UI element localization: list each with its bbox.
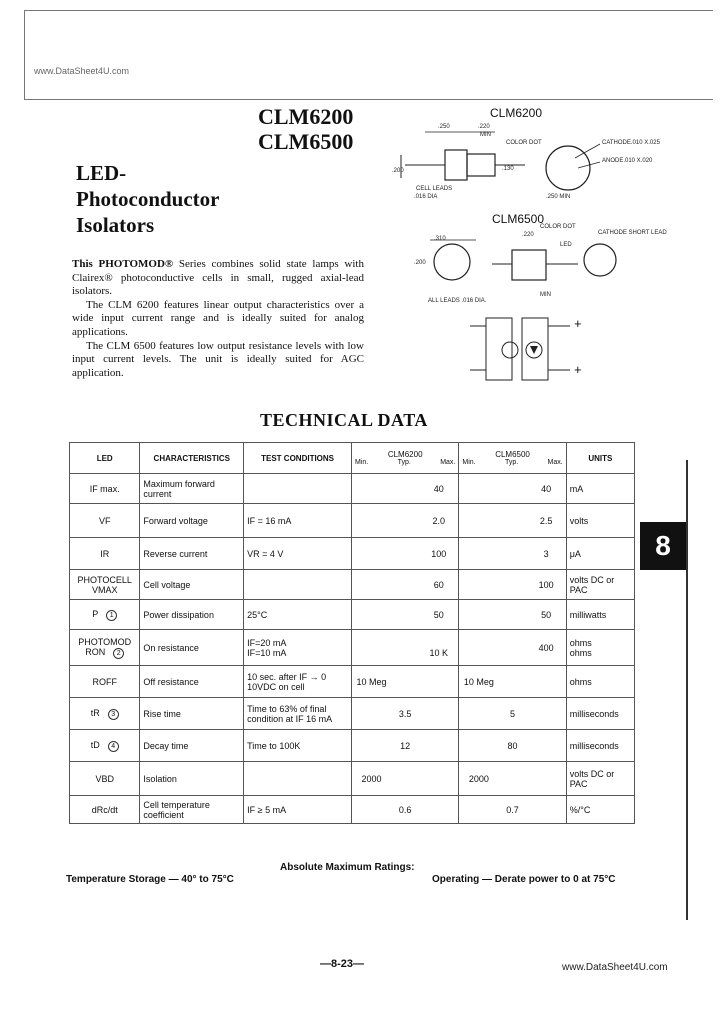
cell-clm6200 (352, 504, 459, 538)
value-min (462, 610, 495, 620)
cell-characteristic: On resistance (140, 630, 244, 666)
cell-clm6500 (459, 762, 566, 796)
value-typ: 5 (510, 708, 516, 719)
value-typ (496, 516, 529, 526)
description-p1-rest: Series combines solid state lamps with Clairex® photoconductive cells in small, rugged axial-lead isolators. (72, 258, 364, 298)
value-min: 2000 (468, 773, 489, 784)
value-max (530, 805, 563, 815)
value-min (355, 805, 388, 815)
table-row (70, 666, 635, 698)
value-max (530, 741, 563, 751)
description-p1 (72, 258, 364, 299)
value-min (462, 741, 495, 751)
header-6200-typ: Typ. (397, 459, 411, 466)
cell-clm6200 (352, 666, 459, 698)
cell-clm6500 (459, 538, 566, 570)
schematic-plus-bottom: + (574, 362, 582, 377)
cell-characteristic: Cell voltage (140, 570, 244, 600)
value-typ: 0.6 (398, 804, 412, 815)
value-min (462, 516, 495, 526)
header-clm6200-label: CLM6200 (387, 450, 423, 459)
description-p2: The CLM 6200 features linear output characteristics over a wide input current range and is ideally suited for analog applications. (72, 298, 364, 338)
table-header-row (70, 443, 635, 474)
value-typ (389, 484, 422, 494)
value-typ (496, 643, 529, 653)
table-row (70, 698, 635, 730)
value-typ (496, 580, 529, 590)
value-min (355, 638, 388, 658)
cell-symbol (70, 600, 140, 630)
value-typ (389, 774, 422, 784)
clm6200-outline-drawing (395, 120, 695, 210)
margin-rule (686, 460, 688, 920)
header-6500-min: Min. (462, 459, 476, 466)
value-min: 10 Meg (356, 676, 387, 687)
cell-units: %/°C (566, 796, 634, 824)
clm6500-outline-drawing (410, 228, 660, 308)
cell-units: ohms ohms (566, 630, 634, 666)
cell-characteristic: Rise time (140, 698, 244, 730)
table-row (70, 796, 635, 824)
cell-characteristic: Maximum forward current (140, 474, 244, 504)
technical-data-table (69, 442, 635, 824)
cell-test-condition (244, 762, 352, 796)
cell-test-condition: Time to 63% of final condition at IF 16 mA (244, 698, 352, 730)
dim-6500-cathode-short: CATHODE SHORT LEAD (598, 230, 667, 236)
cell-units: ohms (566, 666, 634, 698)
cell-clm6500 (459, 796, 566, 824)
value-min (355, 741, 388, 751)
cell-clm6500 (459, 666, 566, 698)
dim-6500-led: LED (560, 242, 572, 248)
title-line-2: Photoconductor (76, 187, 220, 211)
cell-clm6200 (352, 538, 459, 570)
cell-units: milliseconds (566, 698, 634, 730)
cell-symbol-text: VF (98, 515, 111, 526)
value-max: 2.0 (432, 515, 446, 526)
cell-symbol (70, 630, 140, 666)
cell-clm6500 (459, 570, 566, 600)
cell-characteristic: Off resistance (140, 666, 244, 698)
cell-symbol-text: IF max. (89, 483, 120, 494)
description-p1-lead: This PHOTOMOD® (72, 258, 174, 270)
value-max: 100 (538, 579, 554, 590)
diagram-label-clm6500: CLM6500 (492, 212, 545, 226)
value-min (462, 709, 495, 719)
cell-units: volts (566, 504, 634, 538)
value-min (355, 709, 388, 719)
cell-test-condition: VR = 4 V (244, 538, 352, 570)
cell-characteristic: Forward voltage (140, 504, 244, 538)
value-typ (496, 774, 529, 784)
cell-characteristic: Reverse current (140, 538, 244, 570)
value-max: 100 (431, 548, 447, 559)
watermark-top[interactable]: www.DataSheet4U.com (34, 66, 130, 76)
header-6200-min: Min. (355, 459, 369, 466)
value-typ (389, 677, 422, 687)
cell-symbol (70, 698, 140, 730)
cell-clm6500 (459, 504, 566, 538)
cell-symbol-text: dRc/dt (91, 804, 118, 815)
value-max: 40 (541, 483, 552, 494)
header-frame (24, 10, 713, 100)
cell-test-condition: 25°C (244, 600, 352, 630)
value-max: 50 (541, 609, 552, 620)
cell-test-condition: IF ≥ 5 mA (244, 796, 352, 824)
cell-symbol (70, 762, 140, 796)
cell-symbol-text: P (92, 608, 99, 619)
dim-6500-d3: .200 (414, 260, 426, 266)
page-number: —8-23— (320, 958, 365, 970)
value-min (355, 580, 388, 590)
value-min: 2000 (361, 773, 382, 784)
cell-symbol (70, 474, 140, 504)
section-tab: 8 (640, 522, 686, 570)
cell-symbol (70, 504, 140, 538)
cell-characteristic: Decay time (140, 730, 244, 762)
dim-6500-all-leads: ALL LEADS .016 DIA. (428, 298, 487, 304)
cell-symbol (70, 570, 140, 600)
cell-clm6200 (352, 630, 459, 666)
value-typ (389, 638, 422, 658)
value-max (422, 805, 455, 815)
dim-6500-d1: .310 (434, 236, 446, 242)
value-typ (389, 549, 422, 559)
table-row (70, 538, 635, 570)
dim-6200-color-dot: COLOR DOT (506, 140, 542, 146)
value-min (462, 805, 495, 815)
cell-units: volts DC or PAC (566, 570, 634, 600)
cell-symbol-text: tR (90, 707, 100, 718)
value-typ (389, 516, 422, 526)
dim-6200-d3: MIN (480, 132, 491, 138)
note-marker: 3 (108, 709, 119, 720)
value-typ (496, 549, 529, 559)
description-p3: The CLM 6500 features low output resistance levels with low input current levels. The unit is ideally suited for AGC application. (72, 339, 364, 379)
value-max (422, 709, 455, 719)
cell-units: milliseconds (566, 730, 634, 762)
value-typ: 12 (400, 740, 411, 751)
schematic-symbol (470, 310, 590, 390)
table-row (70, 600, 635, 630)
section-title: TECHNICAL DATA (260, 410, 428, 430)
header-characteristics: CHARACTERISTICS (140, 443, 244, 474)
value-max (422, 741, 455, 751)
cell-units: volts DC or PAC (566, 762, 634, 796)
value-min (462, 484, 495, 494)
dim-6200-anode: ANODE.010 X.020 (602, 158, 653, 164)
value-max (422, 677, 455, 687)
table-row (70, 762, 635, 796)
note-marker: 1 (106, 610, 117, 621)
value-max (530, 774, 563, 784)
cell-clm6200 (352, 698, 459, 730)
cell-clm6200 (352, 762, 459, 796)
header-6500-typ: Typ. (504, 459, 519, 466)
header-led: LED (70, 443, 140, 474)
value-max: 60 (433, 579, 444, 590)
note-marker: 2 (113, 648, 124, 659)
header-test-conditions: TEST CONDITIONS (244, 443, 352, 474)
cell-clm6500 (459, 630, 566, 666)
part-numbers (258, 104, 353, 154)
header-6200-max: Max. (440, 459, 456, 466)
cell-clm6500 (459, 600, 566, 630)
value-min (462, 549, 495, 559)
cell-units: mA (566, 474, 634, 504)
cell-symbol-text: PHOTOMOD RON (78, 636, 132, 657)
cell-clm6200 (352, 600, 459, 630)
value-max: 40 (433, 483, 444, 494)
dim-6200-cell-leads: CELL LEADS (416, 186, 453, 192)
dim-6200-dia: .016 DIA (414, 194, 438, 200)
table-row (70, 630, 635, 666)
abs-ratings-operating: Operating — Derate power to 0 at 75°C (432, 874, 616, 885)
dim-6200-d4: .130 (502, 166, 514, 172)
cell-clm6500 (459, 474, 566, 504)
value-min: 10 Meg (463, 676, 494, 687)
value-max: 50 (433, 609, 444, 620)
dim-6500-color-dot: COLOR DOT (540, 224, 576, 230)
title-line-1: LED- (76, 161, 127, 185)
watermark-bottom[interactable]: www.DataSheet4U.com (562, 962, 668, 973)
cell-symbol-text: ROFF (92, 676, 117, 687)
cell-symbol (70, 666, 140, 698)
dim-6500-d2: .220 (522, 232, 534, 238)
cell-characteristic: Cell temperature coefficient (140, 796, 244, 824)
header-units: UNITS (566, 443, 634, 474)
value-max (530, 677, 563, 687)
dim-6200-d5: .200 (392, 168, 404, 174)
schematic-plus-top: + (574, 316, 582, 331)
value-typ (389, 580, 422, 590)
cell-symbol (70, 796, 140, 824)
value-typ: 3.5 (398, 708, 412, 719)
dim-6200-d2: .220 (478, 124, 490, 130)
value-min (355, 484, 388, 494)
table-row (70, 504, 635, 538)
dim-6200-cathode: CATHODE.010 X.025 (602, 140, 660, 146)
table-row (70, 570, 635, 600)
value-typ (389, 610, 422, 620)
cell-units: milliwatts (566, 600, 634, 630)
value-typ (496, 677, 529, 687)
value-max: 400 (538, 642, 554, 653)
value-typ: 0.7 (506, 804, 519, 815)
value-min (355, 610, 388, 620)
cell-clm6500 (459, 698, 566, 730)
value-max: 10 K (429, 647, 449, 658)
cell-test-condition (244, 570, 352, 600)
value-typ (496, 610, 529, 620)
value-max (422, 774, 455, 784)
abs-ratings-storage: Temperature Storage — 40° to 75°C (66, 874, 234, 885)
cell-units: μA (566, 538, 634, 570)
value-max: 3 (543, 548, 549, 559)
cell-symbol (70, 538, 140, 570)
cell-symbol-text: tD (90, 739, 100, 750)
header-clm6200 (352, 443, 459, 474)
cell-test-condition (244, 474, 352, 504)
cell-test-condition: 10 sec. after IF → 0 10VDC on cell (244, 666, 352, 698)
cell-symbol-text: PHOTOCELL VMAX (77, 574, 132, 595)
table-row (70, 730, 635, 762)
diagram-label-clm6200: CLM6200 (490, 106, 543, 120)
cell-test-condition: Time to 100K (244, 730, 352, 762)
cell-test-condition: IF = 16 mA (244, 504, 352, 538)
value-typ: 80 (507, 740, 518, 751)
description (72, 258, 364, 380)
cell-clm6500 (459, 730, 566, 762)
cell-clm6200 (352, 570, 459, 600)
title-line-3: Isolators (76, 213, 155, 237)
header-clm6500 (459, 443, 566, 474)
value-min (355, 549, 388, 559)
cell-characteristic: Isolation (140, 762, 244, 796)
dim-6200-d1: .250 (438, 124, 450, 130)
part-number-1: CLM6200 (258, 104, 354, 129)
cell-clm6200 (352, 474, 459, 504)
cell-clm6200 (352, 730, 459, 762)
table-row (70, 474, 635, 504)
value-min (355, 516, 388, 526)
cell-clm6200 (352, 796, 459, 824)
abs-ratings-title: Absolute Maximum Ratings: (280, 862, 415, 873)
value-max (530, 709, 563, 719)
table-body (70, 474, 635, 824)
cell-symbol-text: VBD (95, 773, 114, 784)
cell-symbol-text: IR (100, 548, 110, 559)
header-6500-max: Max. (547, 459, 563, 466)
dim-6500-min: MIN (540, 292, 551, 298)
note-marker: 4 (108, 741, 119, 752)
part-number-2: CLM6500 (258, 129, 354, 154)
value-min (462, 643, 495, 653)
product-title (76, 160, 220, 238)
cell-test-condition: IF=20 mA IF=10 mA (244, 630, 352, 666)
cell-symbol (70, 730, 140, 762)
header-clm6500-label: CLM6500 (495, 450, 530, 459)
value-typ (496, 484, 529, 494)
cell-characteristic: Power dissipation (140, 600, 244, 630)
value-min (462, 580, 495, 590)
dim-6200-min-250: .250 MIN (546, 194, 571, 200)
value-max: 2.5 (539, 515, 553, 526)
